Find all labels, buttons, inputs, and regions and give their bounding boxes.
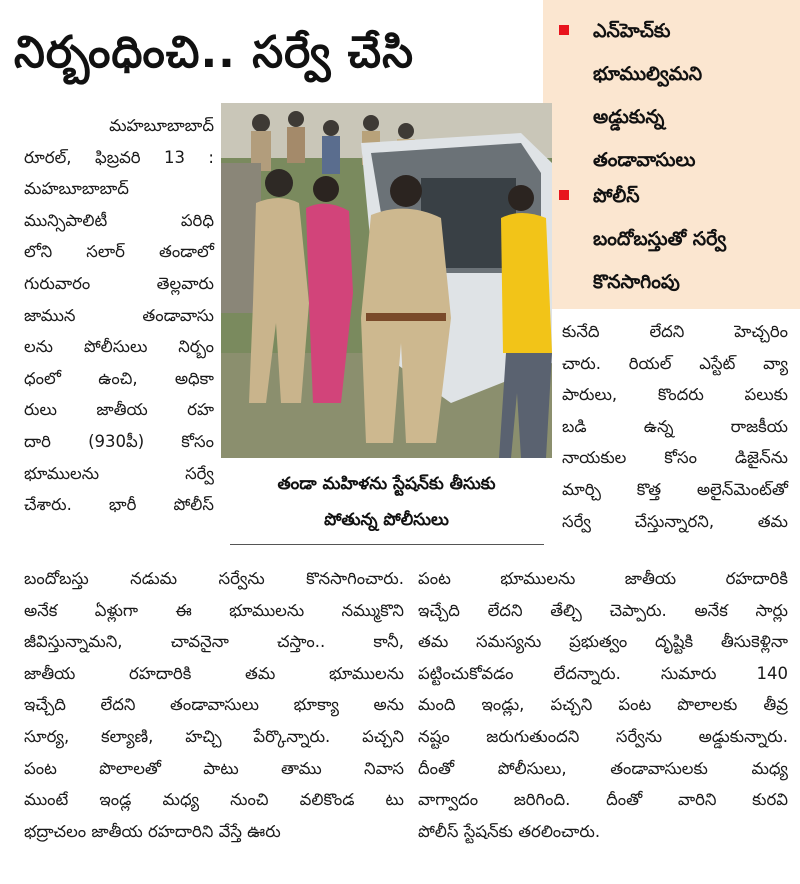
headline: నిర్బంధించి.. సర్వే చేసి (14, 27, 414, 78)
text-line: నష్టం జరుగుతుందని సర్వేను అడ్డుకున్నారు. (418, 726, 788, 746)
text-line: నాయకుల కోసం డిజైన్‌ను (562, 448, 788, 468)
highlight-line: కొనసాగింపు (593, 271, 680, 293)
text-line: పంట పొలాలతో పాటు తాము నివాస (24, 758, 404, 778)
text-line: మహబూబాబాద్ (24, 179, 129, 199)
text-line: పట్టించుకోవడం లేదన్నారు. సుమారు 140 (418, 663, 788, 683)
highlight-line: అడ్డుకున్న (593, 106, 665, 128)
text-line: ముంటే ఇండ్ల మధ్య నుంచి వలికొండ టు (24, 790, 404, 810)
article-column-bottom-right (418, 563, 788, 847)
photo-caption (221, 466, 552, 542)
highlights-box (543, 0, 800, 309)
highlight-line: పోలీస్ (593, 185, 640, 207)
bullet-icon (559, 190, 569, 200)
text-line: పంట భూములను జాతీయ రహదారికి (418, 569, 788, 588)
article-column-right (562, 316, 788, 537)
text-line: లను పోలీసులు నిర్బం (24, 337, 214, 357)
text-line: జీవిస్తున్నామని, చావనైనా చస్తాం.. కానీ, (24, 632, 404, 652)
bullet-icon (559, 25, 569, 35)
article-column-bottom-left (24, 563, 404, 847)
news-photo (221, 103, 552, 458)
caption-divider (230, 544, 544, 545)
text-line: పోలీస్ స్టేషన్‌కు తరలించారు. (418, 821, 601, 841)
text-line: కునేది లేదని హెచ్చరిం (562, 322, 788, 341)
text-line: మంది ఇండ్లు, పచ్చని పంట పొలాలకు తీవ్ర (418, 695, 788, 715)
caption-line: పోతున్న పోలీసులు (324, 510, 449, 530)
text-line: భూములను సర్వే (24, 463, 214, 483)
text-line: మార్చి కొత్త అలైన్‌మెంట్‌తో (562, 479, 788, 499)
text-line: మహబూబాబాద్ (109, 116, 214, 135)
text-line: రూరల్, ఫిబ్రవరి 13 : (24, 147, 214, 167)
text-line: బడి ఉన్న రాజకీయ (562, 416, 788, 436)
text-line: గురువారం తెల్లవారు (24, 273, 214, 293)
highlight-item (563, 10, 795, 182)
text-line: చేశారు. భారీ పోలీస్ (24, 495, 214, 515)
text-line: జామున తండావాసు (24, 305, 214, 325)
text-line: తమ సమస్యను ప్రభుత్వం దృష్టికి తీసుకెళ్లినా (418, 632, 788, 652)
text-line: ఇచ్చేది లేదని తండావాసులు భూక్యా అను (24, 695, 404, 715)
text-line: రులు జాతీయ రహ (24, 400, 214, 420)
text-line: ధంలో ఉంచి, అధికా (24, 368, 214, 388)
text-line: ఇచ్చేది లేదని తేల్చి చెప్పారు. అనేక సార్లు (418, 600, 788, 620)
text-line: వాగ్వాదం జరిగింది. దీంతో వారిని కురవి (418, 790, 788, 810)
text-line: భద్రాచలం జాతీయ రహదారిని వేస్తే ఊరు (24, 821, 281, 841)
text-line: అనేక ఏళ్లుగా ఈ భూములను నమ్ముకొని (24, 600, 404, 620)
text-line: జాతీయ రహదారికి తమ భూములను (24, 663, 404, 683)
highlight-item (563, 175, 795, 304)
highlight-line: బందోబస్తుతో సర్వే (593, 228, 727, 250)
text-line: పారులు, కొందరు పలుకు (562, 385, 788, 405)
text-line: బందోబస్తు నడుమ సర్వేను కొనసాగించారు. (24, 569, 404, 588)
caption-line: తండా మహిళను స్టేషన్‌కు తీసుకు (277, 474, 496, 494)
highlight-line: తండావాసులు (593, 149, 696, 171)
article-column-left (24, 110, 214, 521)
text-line: దీంతో పోలీసులు, తండావాసులకు మధ్య (418, 758, 788, 778)
text-line: సర్వే చేస్తున్నారని, తమ (562, 511, 788, 531)
text-line: చారు. రియల్ ఎస్టేట్ వ్యా (562, 353, 788, 373)
highlight-line: భూముల్విమని (593, 63, 703, 85)
text-line: మున్సిపాలిటీ పరిధి (24, 210, 214, 230)
text-line: దారి (930పీ) కోసం (24, 431, 214, 451)
text-line: సూర్య, కల్యాణి, హచ్చి పేర్కొన్నారు. పచ్చని (24, 726, 404, 746)
highlight-line: ఎన్‌హెచ్‌కు (593, 20, 671, 42)
text-line: లోని సలార్ తండాలో (24, 242, 214, 262)
